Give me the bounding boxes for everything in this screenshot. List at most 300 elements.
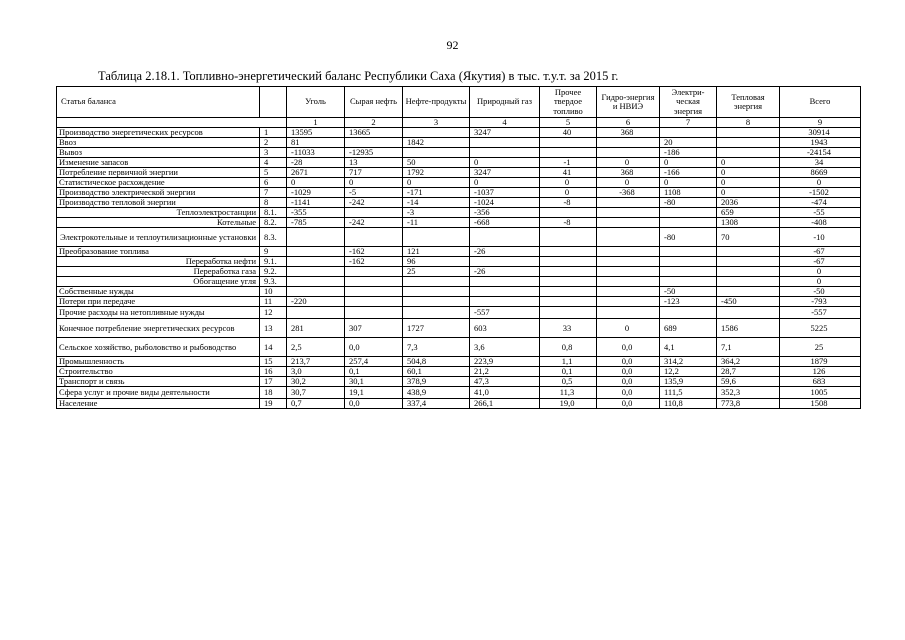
value-cell: 0 <box>597 158 660 168</box>
value-cell <box>597 257 660 267</box>
value-cell: 59,6 <box>717 377 780 387</box>
row-code: 18 <box>260 387 287 399</box>
value-cell: -557 <box>780 307 861 319</box>
table-row <box>57 158 861 168</box>
row-code: 10 <box>260 287 287 297</box>
value-cell <box>540 287 597 297</box>
value-cell: 33 <box>540 319 597 338</box>
value-cell <box>540 307 597 319</box>
value-cell <box>540 208 597 218</box>
value-cell: 0 <box>287 178 345 188</box>
value-cell: -80 <box>660 198 717 208</box>
value-cell <box>597 148 660 158</box>
value-cell: 0,0 <box>597 387 660 399</box>
column-number-cell: 9 <box>780 118 861 128</box>
value-cell <box>717 277 780 287</box>
value-cell: 0,0 <box>597 399 660 409</box>
value-cell <box>660 307 717 319</box>
value-cell: -474 <box>780 198 861 208</box>
header-cell: Гидро-энергия и НВИЭ <box>597 87 660 118</box>
value-cell: 213,7 <box>287 357 345 367</box>
value-cell: -67 <box>780 247 861 257</box>
column-number-cell: 2 <box>345 118 403 128</box>
value-cell: 41 <box>540 168 597 178</box>
table-row <box>57 377 861 387</box>
column-number-cell: 5 <box>540 118 597 128</box>
row-label: Прочие расходы на нетопливные нужды <box>57 307 260 319</box>
value-cell: 96 <box>403 257 470 267</box>
value-cell: 0 <box>780 267 861 277</box>
value-cell: -408 <box>780 218 861 228</box>
value-cell <box>717 128 780 138</box>
value-cell <box>597 297 660 307</box>
value-cell: 5225 <box>780 319 861 338</box>
header-cell <box>260 87 287 118</box>
value-cell: 0 <box>780 277 861 287</box>
value-cell <box>660 257 717 267</box>
value-cell: -5 <box>345 188 403 198</box>
row-label: Население <box>57 399 260 409</box>
value-cell <box>717 267 780 277</box>
row-code: 8.2. <box>260 218 287 228</box>
value-cell: 13595 <box>287 128 345 138</box>
value-cell: -186 <box>660 148 717 158</box>
value-cell: -12935 <box>345 148 403 158</box>
value-cell: 0,8 <box>540 338 597 357</box>
value-cell: 307 <box>345 319 403 338</box>
table-row <box>57 218 861 228</box>
value-cell: 1879 <box>780 357 861 367</box>
value-cell: 70 <box>717 228 780 247</box>
value-cell <box>597 287 660 297</box>
value-cell <box>717 247 780 257</box>
value-cell: 0,0 <box>345 338 403 357</box>
value-cell: 13665 <box>345 128 403 138</box>
value-cell: 1727 <box>403 319 470 338</box>
value-cell: -11033 <box>287 148 345 158</box>
value-cell <box>717 287 780 297</box>
header-cell: Нефте-продукты <box>403 87 470 118</box>
value-cell: 0,1 <box>345 367 403 377</box>
header-cell: Прочее твердое топливо <box>540 87 597 118</box>
header-cell: Сырая нефть <box>345 87 403 118</box>
row-code: 8.1. <box>260 208 287 218</box>
value-cell: 1,1 <box>540 357 597 367</box>
value-cell: 603 <box>470 319 540 338</box>
row-code: 2 <box>260 138 287 148</box>
value-cell <box>470 148 540 158</box>
value-cell: -1037 <box>470 188 540 198</box>
row-code: 1 <box>260 128 287 138</box>
value-cell <box>597 307 660 319</box>
value-cell <box>345 277 403 287</box>
value-cell <box>470 228 540 247</box>
table-row <box>57 198 861 208</box>
value-cell <box>287 277 345 287</box>
value-cell: -14 <box>403 198 470 208</box>
value-cell <box>597 247 660 257</box>
row-label: Статистическое расхождение <box>57 178 260 188</box>
value-cell <box>345 287 403 297</box>
value-cell: 504,8 <box>403 357 470 367</box>
row-label: Ввоз <box>57 138 260 148</box>
value-cell: 337,4 <box>403 399 470 409</box>
value-cell: -166 <box>660 168 717 178</box>
table-row <box>57 128 861 138</box>
table-row <box>57 228 861 247</box>
value-cell: 30,2 <box>287 377 345 387</box>
value-cell <box>287 307 345 319</box>
value-cell: 25 <box>780 338 861 357</box>
value-cell: 438,9 <box>403 387 470 399</box>
value-cell: -80 <box>660 228 717 247</box>
value-cell: 0,0 <box>597 377 660 387</box>
value-cell: 110,8 <box>660 399 717 409</box>
row-code: 11 <box>260 297 287 307</box>
value-cell: -1502 <box>780 188 861 198</box>
row-code: 9.1. <box>260 257 287 267</box>
value-cell: 0,1 <box>540 367 597 377</box>
value-cell <box>403 228 470 247</box>
table-row <box>57 247 861 257</box>
value-cell: -557 <box>470 307 540 319</box>
table-row <box>57 168 861 178</box>
table-row <box>57 319 861 338</box>
value-cell: 0,0 <box>345 399 403 409</box>
value-cell: 0,0 <box>597 338 660 357</box>
value-cell <box>470 277 540 287</box>
value-cell <box>287 267 345 277</box>
row-code: 12 <box>260 307 287 319</box>
column-number-cell: 7 <box>660 118 717 128</box>
row-label: Преобразование топлива <box>57 247 260 257</box>
header-cell: Всего <box>780 87 861 118</box>
row-code: 6 <box>260 178 287 188</box>
value-cell: -171 <box>403 188 470 198</box>
value-cell: 0,5 <box>540 377 597 387</box>
header-cell: Природный газ <box>470 87 540 118</box>
value-cell: -450 <box>717 297 780 307</box>
value-cell: 314,2 <box>660 357 717 367</box>
value-cell: 0 <box>345 178 403 188</box>
table-row <box>57 178 861 188</box>
value-cell <box>287 228 345 247</box>
header-row <box>57 87 861 118</box>
value-cell: 126 <box>780 367 861 377</box>
table-row <box>57 257 861 267</box>
value-cell <box>470 297 540 307</box>
column-number-cell: 1 <box>287 118 345 128</box>
value-cell: 659 <box>717 208 780 218</box>
value-cell: 0 <box>717 168 780 178</box>
row-code: 19 <box>260 399 287 409</box>
table-row <box>57 357 861 367</box>
value-cell: 1842 <box>403 138 470 148</box>
value-cell <box>345 208 403 218</box>
value-cell: 683 <box>780 377 861 387</box>
column-number-row <box>57 118 861 128</box>
value-cell: 3247 <box>470 128 540 138</box>
value-cell: 3,6 <box>470 338 540 357</box>
table-caption: Таблица 2.18.1. Топливно-энергетический баланс Республики Саха (Якутия) в тыс. т.у.т. за 2015 г. <box>98 69 619 83</box>
row-label: Производство электрической энергии <box>57 188 260 198</box>
row-label: Промышленность <box>57 357 260 367</box>
value-cell <box>660 128 717 138</box>
value-cell: 0,0 <box>597 357 660 367</box>
value-cell: 34 <box>780 158 861 168</box>
value-cell: 352,3 <box>717 387 780 399</box>
value-cell: 0 <box>540 178 597 188</box>
value-cell: 0 <box>717 158 780 168</box>
value-cell: 7,1 <box>717 338 780 357</box>
value-cell <box>345 297 403 307</box>
row-label: Переработка нефти <box>57 257 260 267</box>
value-cell <box>403 277 470 287</box>
row-label: Сфера услуг и прочие виды деятельности <box>57 387 260 399</box>
value-cell: -50 <box>660 287 717 297</box>
value-cell: 257,4 <box>345 357 403 367</box>
value-cell: 21,2 <box>470 367 540 377</box>
value-cell: 11,3 <box>540 387 597 399</box>
value-cell: 0 <box>660 158 717 168</box>
value-cell: -668 <box>470 218 540 228</box>
value-cell: 40 <box>540 128 597 138</box>
table-row <box>57 208 861 218</box>
row-code: 16 <box>260 367 287 377</box>
table-row <box>57 267 861 277</box>
column-number-cell <box>57 118 287 128</box>
value-cell: 281 <box>287 319 345 338</box>
header-cell: Уголь <box>287 87 345 118</box>
value-cell: -26 <box>470 267 540 277</box>
row-label: Производство тепловой энергии <box>57 198 260 208</box>
value-cell: -162 <box>345 247 403 257</box>
value-cell: 717 <box>345 168 403 178</box>
value-cell <box>660 267 717 277</box>
table-row <box>57 307 861 319</box>
value-cell: 50 <box>403 158 470 168</box>
row-label: Потери при передаче <box>57 297 260 307</box>
value-cell <box>540 297 597 307</box>
value-cell: -3 <box>403 208 470 218</box>
value-cell: -785 <box>287 218 345 228</box>
value-cell <box>470 287 540 297</box>
table-row <box>57 188 861 198</box>
value-cell: 81 <box>287 138 345 148</box>
value-cell <box>345 307 403 319</box>
value-cell: 8669 <box>780 168 861 178</box>
value-cell: -356 <box>470 208 540 218</box>
value-cell: 0 <box>540 188 597 198</box>
value-cell: -368 <box>597 188 660 198</box>
value-cell: -8 <box>540 198 597 208</box>
value-cell: -26 <box>470 247 540 257</box>
value-cell: -1141 <box>287 198 345 208</box>
value-cell: -28 <box>287 158 345 168</box>
page-number: 92 <box>446 38 459 52</box>
value-cell <box>403 287 470 297</box>
row-label: Потребление первичной энергии <box>57 168 260 178</box>
table-row <box>57 277 861 287</box>
value-cell: 0 <box>597 319 660 338</box>
value-cell: 12,2 <box>660 367 717 377</box>
value-cell: 1005 <box>780 387 861 399</box>
value-cell: 368 <box>597 128 660 138</box>
row-label: Электрокотельные и теплоутилизационные установки <box>57 228 260 247</box>
row-label: Конечное потребление энергетических ресурсов <box>57 319 260 338</box>
value-cell: 25 <box>403 267 470 277</box>
value-cell <box>717 307 780 319</box>
row-label: Обогащение угля <box>57 277 260 287</box>
value-cell: -1024 <box>470 198 540 208</box>
value-cell <box>597 208 660 218</box>
value-cell: 0 <box>660 178 717 188</box>
value-cell <box>660 218 717 228</box>
value-cell: 1508 <box>780 399 861 409</box>
energy-balance-table <box>56 86 861 409</box>
header-cell: Электри-ческая энергия <box>660 87 717 118</box>
value-cell: -1029 <box>287 188 345 198</box>
value-cell: 3,0 <box>287 367 345 377</box>
value-cell <box>540 138 597 148</box>
value-cell: 1792 <box>403 168 470 178</box>
value-cell <box>540 257 597 267</box>
value-cell <box>540 228 597 247</box>
value-cell: -55 <box>780 208 861 218</box>
value-cell: -242 <box>345 198 403 208</box>
value-cell: 2,5 <box>287 338 345 357</box>
value-cell: -793 <box>780 297 861 307</box>
value-cell: 30914 <box>780 128 861 138</box>
row-code: 17 <box>260 377 287 387</box>
value-cell: 60,1 <box>403 367 470 377</box>
value-cell: -11 <box>403 218 470 228</box>
value-cell: 773,8 <box>717 399 780 409</box>
value-cell: 28,7 <box>717 367 780 377</box>
row-label: Транспорт и связь <box>57 377 260 387</box>
table-row <box>57 387 861 399</box>
value-cell <box>597 138 660 148</box>
value-cell: 47,3 <box>470 377 540 387</box>
value-cell: 689 <box>660 319 717 338</box>
value-cell: -1 <box>540 158 597 168</box>
value-cell: 13 <box>345 158 403 168</box>
value-cell: 1308 <box>717 218 780 228</box>
header-cell: Тепловая энергия <box>717 87 780 118</box>
value-cell <box>403 128 470 138</box>
row-label: Сельское хозяйство, рыболовство и рыбоводство <box>57 338 260 357</box>
value-cell <box>717 138 780 148</box>
row-code: 14 <box>260 338 287 357</box>
column-number-cell: 4 <box>470 118 540 128</box>
value-cell: 4,1 <box>660 338 717 357</box>
value-cell: 223,9 <box>470 357 540 367</box>
row-label: Переработка газа <box>57 267 260 277</box>
value-cell: 7,3 <box>403 338 470 357</box>
value-cell: 19,1 <box>345 387 403 399</box>
value-cell <box>287 287 345 297</box>
value-cell: 135,9 <box>660 377 717 387</box>
value-cell <box>403 307 470 319</box>
value-cell: 0,7 <box>287 399 345 409</box>
value-cell: 2671 <box>287 168 345 178</box>
value-cell: 1586 <box>717 319 780 338</box>
value-cell <box>660 208 717 218</box>
value-cell: 0 <box>403 178 470 188</box>
value-cell <box>660 247 717 257</box>
header-cell: Статья баланса <box>57 87 260 118</box>
row-code: 15 <box>260 357 287 367</box>
row-code: 9.3. <box>260 277 287 287</box>
row-code: 9 <box>260 247 287 257</box>
value-cell: 30,7 <box>287 387 345 399</box>
table-row <box>57 367 861 377</box>
table-row <box>57 297 861 307</box>
value-cell <box>345 267 403 277</box>
row-code: 8.3. <box>260 228 287 247</box>
value-cell <box>403 297 470 307</box>
value-cell <box>597 218 660 228</box>
table-row <box>57 399 861 409</box>
value-cell <box>660 277 717 287</box>
value-cell: 20 <box>660 138 717 148</box>
value-cell: 3247 <box>470 168 540 178</box>
value-cell: 0 <box>780 178 861 188</box>
value-cell: 0 <box>470 178 540 188</box>
value-cell <box>597 198 660 208</box>
value-cell: 368 <box>597 168 660 178</box>
value-cell: 378,9 <box>403 377 470 387</box>
value-cell <box>540 267 597 277</box>
value-cell: 1943 <box>780 138 861 148</box>
table-row <box>57 338 861 357</box>
value-cell <box>717 148 780 158</box>
table-row <box>57 148 861 158</box>
row-label: Вывоз <box>57 148 260 158</box>
value-cell <box>470 257 540 267</box>
row-code: 4 <box>260 158 287 168</box>
value-cell <box>597 277 660 287</box>
value-cell: -162 <box>345 257 403 267</box>
row-label: Теплоэлектростанции <box>57 208 260 218</box>
value-cell <box>540 277 597 287</box>
value-cell: 111,5 <box>660 387 717 399</box>
value-cell <box>597 267 660 277</box>
row-label: Производство энергетических ресурсов <box>57 128 260 138</box>
value-cell: -220 <box>287 297 345 307</box>
value-cell: -24154 <box>780 148 861 158</box>
row-label: Котельные <box>57 218 260 228</box>
value-cell: 30,1 <box>345 377 403 387</box>
value-cell: -10 <box>780 228 861 247</box>
value-cell: 0,0 <box>597 367 660 377</box>
value-cell: -50 <box>780 287 861 297</box>
value-cell: -67 <box>780 257 861 267</box>
value-cell: 0 <box>717 188 780 198</box>
value-cell <box>403 148 470 158</box>
row-code: 3 <box>260 148 287 158</box>
value-cell: 0 <box>717 178 780 188</box>
value-cell: 0 <box>597 178 660 188</box>
column-number-cell: 6 <box>597 118 660 128</box>
table-row <box>57 287 861 297</box>
value-cell: 0 <box>470 158 540 168</box>
value-cell: 1108 <box>660 188 717 198</box>
value-cell: 121 <box>403 247 470 257</box>
value-cell <box>345 138 403 148</box>
value-cell: 19,0 <box>540 399 597 409</box>
row-label: Строительство <box>57 367 260 377</box>
